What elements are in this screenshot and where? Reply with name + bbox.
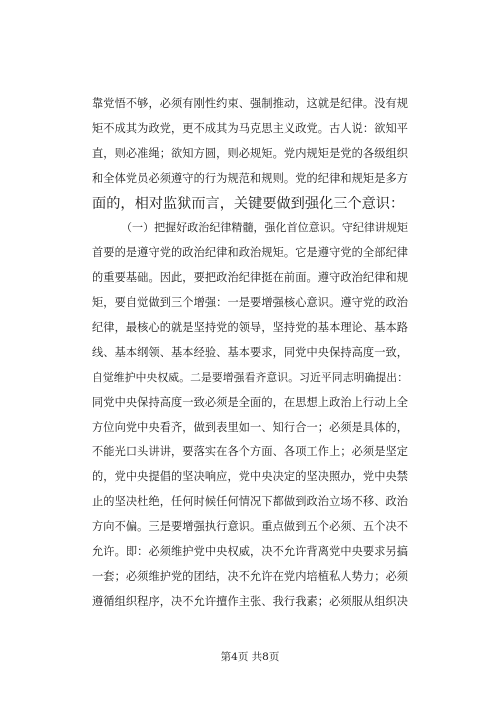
section-heading-line: （一）把握好政治纪律精髓，强化首位意识。守纪律讲规矩 bbox=[121, 221, 408, 235]
page-number-footer: 第4页 共8页 bbox=[220, 651, 280, 663]
text-line: 允许。即：必须维护党中央权威，决不允许背离党中央要求另搞 bbox=[92, 545, 408, 559]
text-line: 首要的是遵守党的政治纪律和政治规矩。它是遵守党的全部纪律 bbox=[92, 246, 408, 260]
text-line: 直，则必准绳；欲知方圆，则必规矩。党内规矩是党的各级组织 bbox=[92, 146, 408, 160]
text-line: 不能光口头讲讲，要落实在各个方面、各项工作上；必须是坚定 bbox=[92, 445, 408, 459]
text-line: 止的坚决杜绝，任何时候任何情况下都做到政治立场不移、政治 bbox=[92, 495, 408, 509]
text-line: 遵循组织程序，决不允许擅作主张、我行我素；必须服从组织决 bbox=[92, 594, 408, 608]
text-line: 方向不偏。三是要增强执行意识。重点做到五个必须、五个决不 bbox=[92, 520, 408, 534]
text-line: 纪律，最核心的就是坚持党的领导，坚持党的基本理论、基本路 bbox=[92, 321, 408, 335]
text-line: 同党中央保持高度一致必须是全面的，在思想上政治上行动上全 bbox=[92, 395, 408, 409]
body-text bbox=[92, 92, 408, 615]
text-line: 的，党中央提倡的坚决响应，党中央决定的坚决照办，党中央禁 bbox=[92, 470, 408, 484]
text-line: 方位向党中央看齐，做到表里如一、知行合一；必须是具体的， bbox=[92, 420, 408, 434]
text-line: 和全体党员必须遵守的行为规范和规则。党的纪律和规矩是多方 bbox=[92, 171, 408, 185]
text-line: 一套；必须维护党的团结，决不允许在党内培植私人势力；必须 bbox=[92, 569, 408, 583]
text-line: 面的，相对监狱而言，关键要做到强化三个意识： bbox=[92, 195, 405, 212]
text-line: 自觉维护中央权威。二是要增强看齐意识。习近平同志明确提出： bbox=[92, 370, 408, 384]
text-line: 线、基本纲领、基本经验、基本要求，同党中央保持高度一致， bbox=[92, 345, 408, 359]
text-line: 矩不成其为政党，更不成其为马克思主义政党。古人说：欲知平 bbox=[92, 121, 408, 135]
text-line: 的重要基础。因此，要把政治纪律挺在前面。遵守政治纪律和规 bbox=[92, 271, 408, 285]
text-line: 矩，要自觉做到三个增强：一是要增强核心意识。遵守党的政治 bbox=[92, 296, 408, 310]
text-line: 靠党悟不够，必须有刚性约束、强制推动，这就是纪律。没有规 bbox=[92, 97, 408, 110]
